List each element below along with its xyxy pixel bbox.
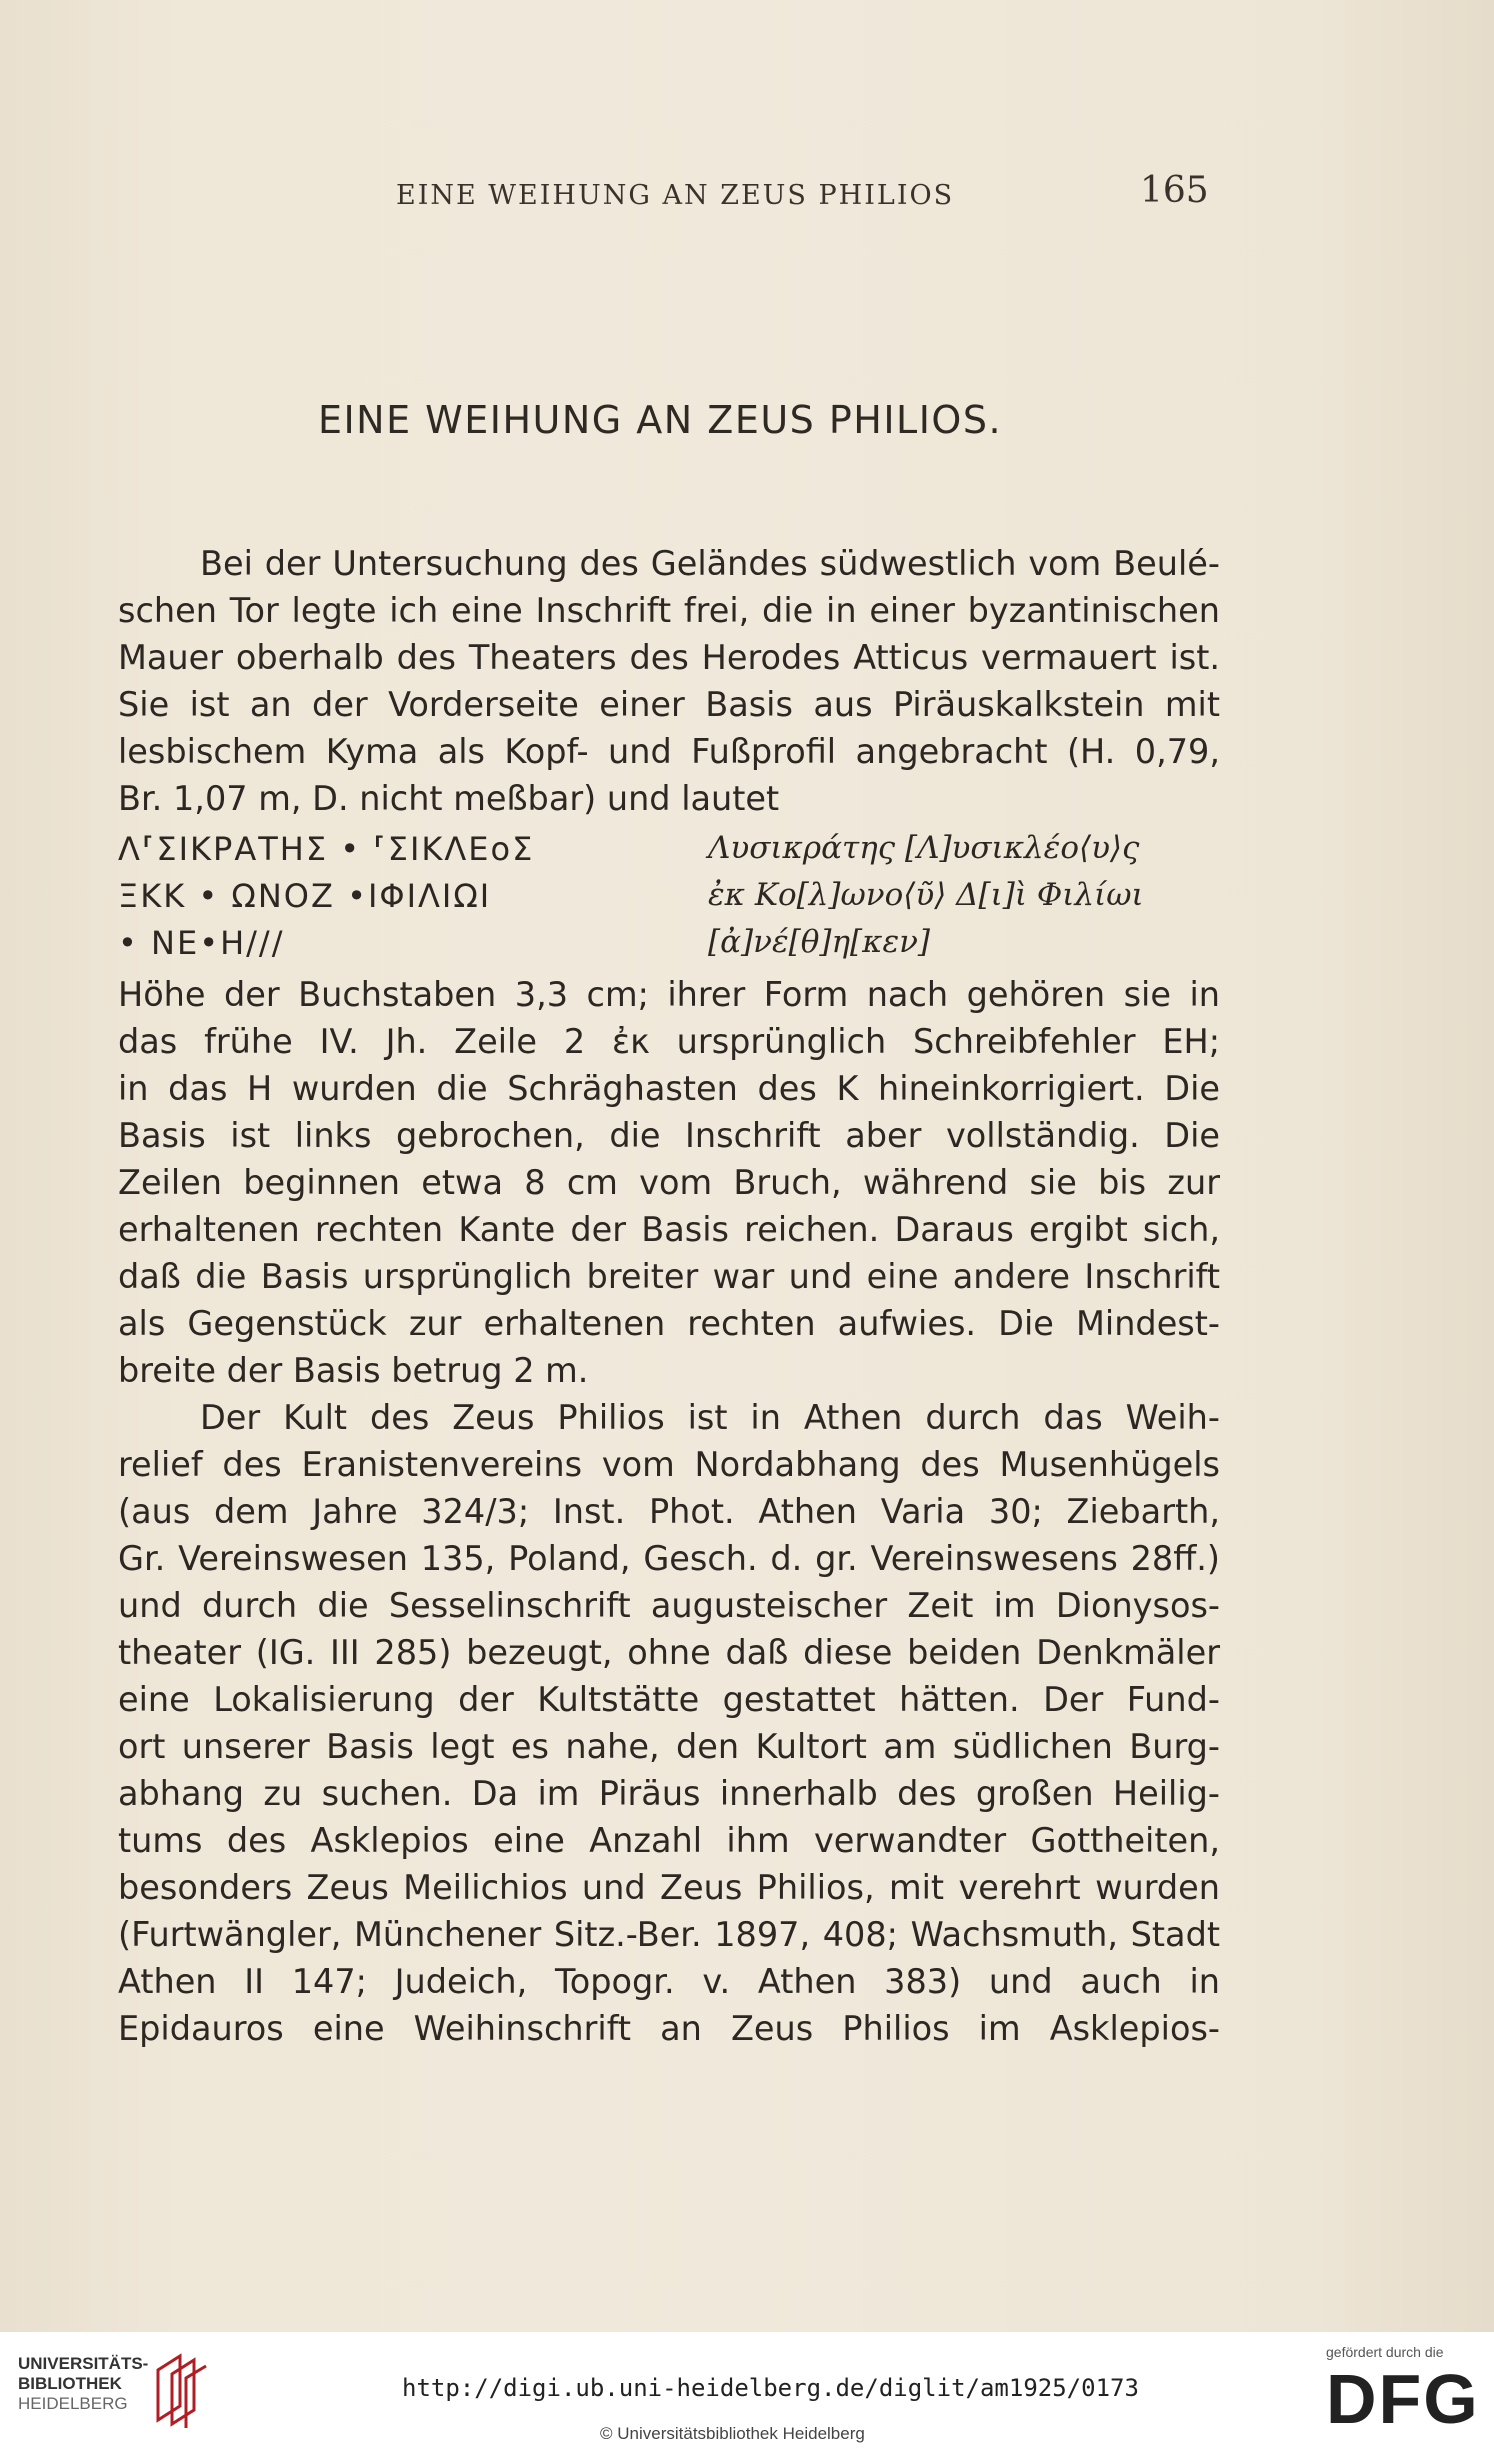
text-line: Br. 1,07 m, D. nicht meßbar) und lautet [118,779,780,818]
text-line: Athen II 147; Judeich, Topogr. v. Athen 383) und auch in [118,1962,1220,2001]
page-number: 165 [1140,170,1209,211]
inscription-transcription: Λυσικράτης [Λ]υσικλέο⟨υ⟩ς [708,830,1140,866]
dfg-logo: DFG [1326,2360,1480,2438]
paragraph-1 [118,540,1220,822]
inscription-block [118,830,1220,971]
paragraph-2 [118,971,1220,1394]
text-line: als Gegenstück zur erhaltenen rechten aufwies. Die Mindest- [118,1304,1220,1343]
permalink-url[interactable]: http://digi.ub.uni-heidelberg.de/diglit/am1925/0173 [402,2374,1139,2402]
text-line: das frühe IV. Jh. Zeile 2 ἐκ ursprünglich Schreibfehler EH; [118,1022,1220,1061]
text-line: Epidauros eine Weihinschrift an Zeus Philios im Asklepios- [118,2009,1220,2048]
text-line: tums des Asklepios eine Anzahl ihm verwandter Gottheiten, [118,1821,1220,1860]
text-line: Der Kult des Zeus Philios ist in Athen durch das Weih- [200,1398,1220,1437]
library-emblem-icon [150,2350,210,2430]
library-name-line: BIBLIOTHEK [18,2374,122,2393]
text-line: theater (IG. III 285) bezeugt, ohne daß diese beiden Denkmäler [118,1633,1220,1672]
inscription-capitals: • ΝΕ•Η/// [118,924,285,962]
text-line: erhaltenen rechten Kante der Basis reichen. Daraus ergibt sich, [118,1210,1220,1249]
text-line: (Furtwängler, Münchener Sitz.-Ber. 1897, 408; Wachsmuth, Stadt [118,1915,1220,1954]
text-line: eine Lokalisierung der Kultstätte gestattet hätten. Der Fund- [118,1680,1220,1719]
text-line: daß die Basis ursprünglich breiter war und eine andere Inschrift [118,1257,1220,1296]
text-line: Gr. Vereinswesen 135, Poland, Gesch. d. gr. Vereinswesens 28ff.) [118,1539,1220,1578]
text-line: in das H wurden die Schräghasten des K hineinkorrigiert. Die [118,1069,1220,1108]
text-line: Höhe der Buchstaben 3,3 cm; ihrer Form nach gehören sie in [118,975,1220,1014]
inscription-capitals: ΞΚΚ • ΩΝΟΖ •ΙΦΙΛΙΩΙ [118,877,492,915]
text-line: besonders Zeus Meilichios und Zeus Philios, mit verehrt wurden [118,1868,1220,1907]
viewer-footer [0,2332,1494,2459]
text-line: Basis ist links gebrochen, die Inschrift aber vollständig. Die [118,1116,1220,1155]
copyright-notice: © Universitätsbibliothek Heidelberg [600,2424,865,2443]
article-title: EINE WEIHUNG AN ZEUS PHILIOS. [317,398,1003,442]
running-head: EINE WEIHUNG AN ZEUS PHILIOS [396,180,955,211]
text-line: ort unserer Basis legt es nahe, den Kultort am südlichen Burg- [118,1727,1220,1766]
inscription-row [118,877,1220,924]
inscription-capitals: Λ⸢ΣΙΚΡΑΤΗΣ • ⸢ΣΙΚΛΕοΣ [118,830,535,868]
library-logo [18,2354,148,2414]
text-line: Sie ist an der Vorderseite einer Basis aus Piräuskalkstein mit [118,685,1220,724]
text-line: schen Tor legte ich eine Inschrift frei, die in einer byzantinischen [118,591,1220,630]
library-name-line: UNIVERSITÄTS- [18,2354,149,2373]
paragraph-3 [118,1394,1220,2052]
text-line: relief des Eranistenvereins vom Nordabhang des Musenhügels [118,1445,1220,1484]
inscription-transcription: [ἀ]νέ[θ]η[κεν] [708,924,931,960]
text-line: lesbischem Kyma als Kopf- und Fußprofil angebracht (H. 0,79, [118,732,1220,771]
text-line: breite der Basis betrug 2 m. [118,1351,589,1390]
text-line: Bei der Untersuchung des Geländes südwestlich vom Beulé- [200,544,1220,583]
inscription-row [118,924,1220,971]
text-line: Zeilen beginnen etwa 8 cm vom Bruch, während sie bis zur [118,1163,1220,1202]
inscription-transcription: ἐκ Κο[λ]ωνο⟨ῦ⟩ Δ[ι]ὶ Φιλίωι [708,877,1144,913]
text-line: Mauer oberhalb des Theaters des Herodes Atticus vermauert ist. [118,638,1220,677]
inscription-row [118,830,1220,877]
text-line: und durch die Sesselinschrift augusteischer Zeit im Dionysos- [118,1586,1220,1625]
library-name-line: HEIDELBERG [18,2394,128,2413]
text-line: abhang zu suchen. Da im Piräus innerhalb des großen Heilig- [118,1774,1220,1813]
text-line: (aus dem Jahre 324/3; Inst. Phot. Athen Varia 30; Ziebarth, [118,1492,1220,1531]
funding-label: gefördert durch die [1326,2344,1444,2360]
